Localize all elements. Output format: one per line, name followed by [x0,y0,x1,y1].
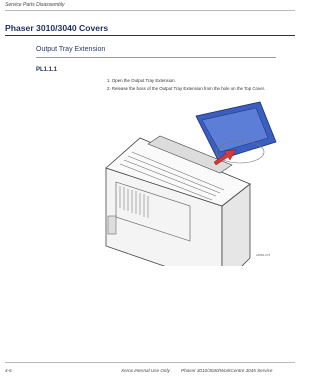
procedure-steps [107,77,265,92]
footer-notice: Xerox Internal Use Only [121,368,170,373]
page-number: 4-6 [5,368,12,373]
section-title: Output Tray Extension [36,46,106,53]
section-divider [36,57,276,58]
header-divider [5,10,295,11]
step-1: 1. Open the Output Tray Extension. [107,78,176,83]
side-panel [108,216,116,234]
printer-illustration [100,96,280,266]
part-number: PL1.1.1 [36,67,58,73]
title-divider [5,35,295,36]
figure-code: s3860-072 [256,253,271,257]
page-title: Phaser 3010/3040 Covers [5,23,109,33]
footer-divider [5,362,295,363]
running-header: Service Parts Disassembly [5,2,65,8]
step-2: 2. Release the boss of the Output Tray Extension from the hole on the Top Cover. [107,85,266,91]
footer-product: Phaser 3010/3040/WorkCentre 3045 Service [181,368,273,373]
